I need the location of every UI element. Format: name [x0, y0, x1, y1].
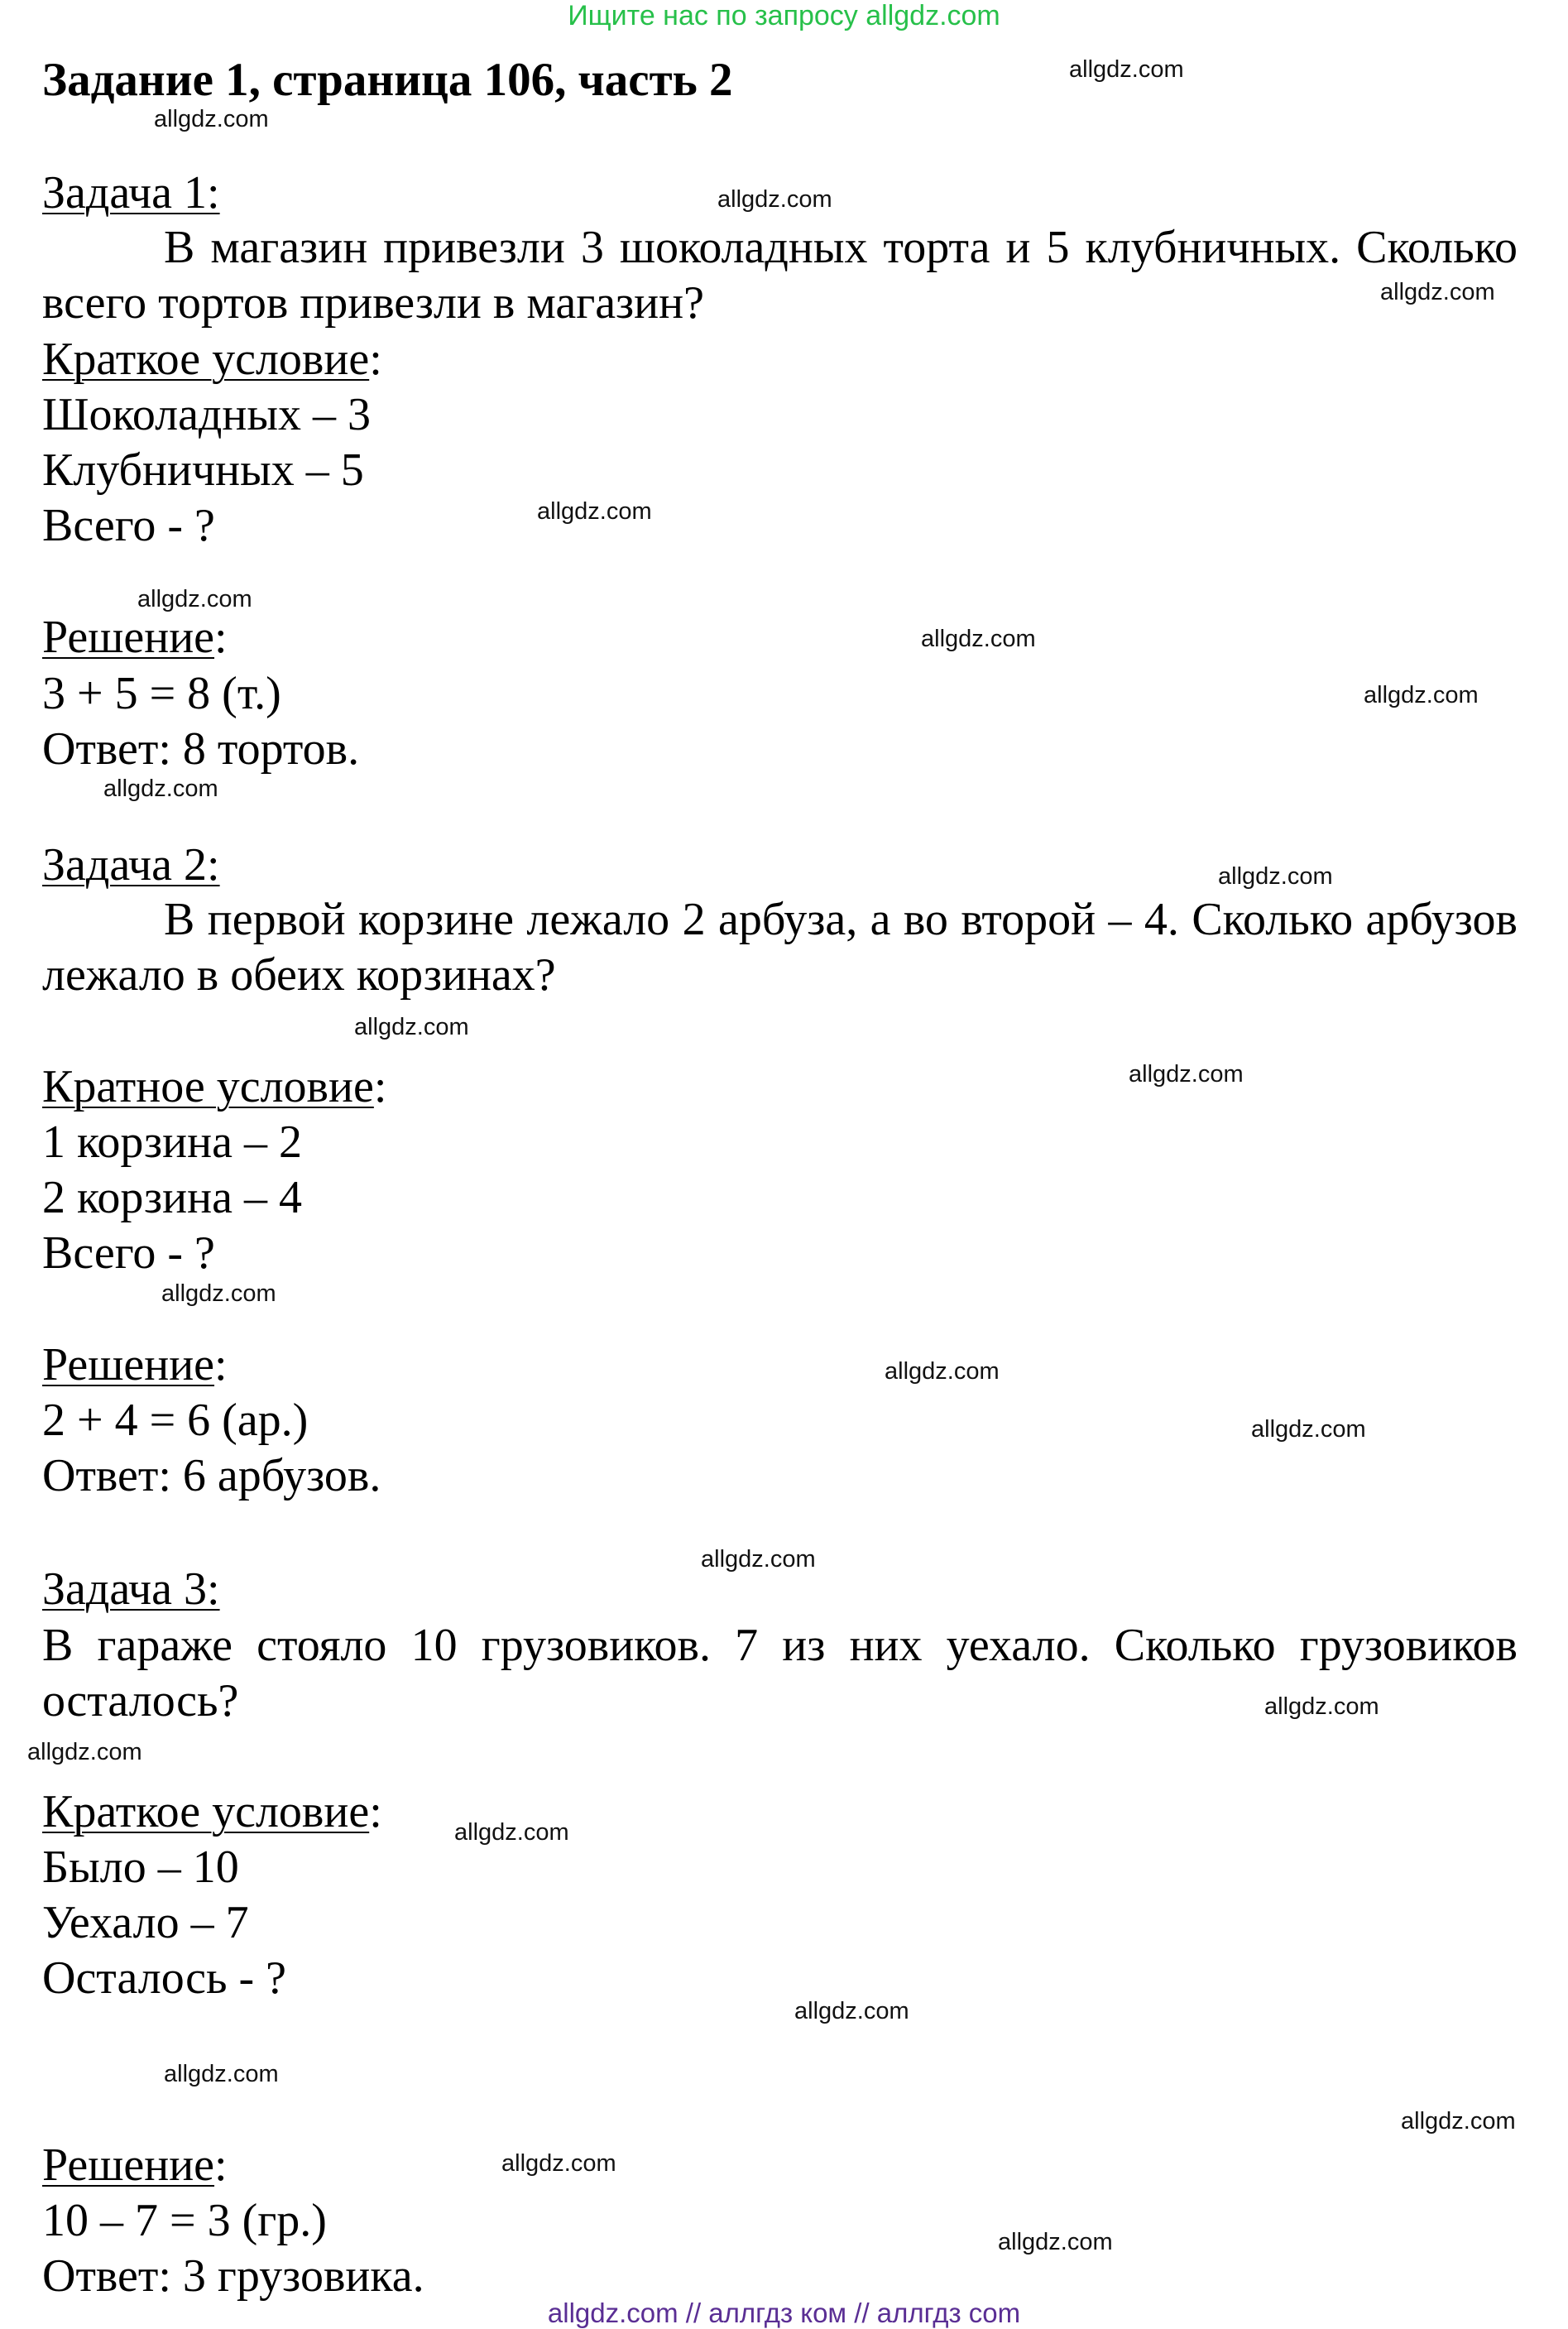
- task-2-condition-line-3: Всего - ?: [42, 1227, 215, 1279]
- task-2-condition-line-2: 2 корзина – 4: [42, 1172, 302, 1223]
- watermark: allgdz.com: [717, 186, 832, 213]
- solution-label-text: Решение: [42, 2139, 215, 2191]
- watermark: allgdz.com: [454, 1819, 569, 1846]
- condition-label-text: Краткое условие: [42, 1786, 370, 1837]
- watermark: allgdz.com: [154, 106, 269, 132]
- task-3-condition-line-2: Уехало – 7: [42, 1897, 249, 1948]
- task-1-condition-line-1: Шоколадных – 3: [42, 389, 372, 440]
- task-1-text: В магазин привезли 3 шоколадных торта и 5 клубничных. Сколько всего тортов привезли в магазин?: [42, 222, 1518, 329]
- watermark: allgdz.com: [1264, 1693, 1379, 1720]
- colon: :: [369, 1786, 382, 1837]
- task-1-heading: Задача 1:: [42, 167, 220, 218]
- colon: :: [214, 612, 228, 663]
- watermark: allgdz.com: [1129, 1061, 1244, 1088]
- task-2-condition-label: [42, 1059, 386, 1115]
- colon: :: [214, 2139, 228, 2191]
- task-3-solution-label: [42, 2138, 228, 2193]
- task-1-solution-label: [42, 610, 228, 665]
- solution-label-text: Решение: [42, 1339, 215, 1390]
- watermark: allgdz.com: [537, 498, 652, 525]
- watermark: allgdz.com: [1069, 56, 1184, 83]
- task-2-solution-label: [42, 1337, 228, 1393]
- watermark: allgdz.com: [161, 1280, 276, 1307]
- watermark: allgdz.com: [137, 586, 252, 612]
- watermark: allgdz.com: [1218, 863, 1333, 890]
- search-banner[interactable]: Ищите нас по запросу allgdz.com: [568, 0, 1000, 31]
- watermark: allgdz.com: [921, 626, 1036, 652]
- task-2-condition-line-1: 1 корзина – 2: [42, 1116, 302, 1168]
- footer-links[interactable]: allgdz.com // аллгдз ком // аллгдз com: [547, 2298, 1021, 2328]
- task-1-answer: Ответ: 8 тортов.: [42, 723, 360, 775]
- task-1-condition-line-2: Клубничных – 5: [42, 444, 364, 496]
- watermark: allgdz.com: [501, 2150, 616, 2177]
- task-3-text: В гараже стояло 10 грузовиков. 7 из них уехало. Сколько грузовиков осталось?: [42, 1620, 1518, 1726]
- task-3-condition-line-3: Осталось - ?: [42, 1952, 287, 2004]
- colon: :: [214, 1339, 228, 1390]
- watermark: allgdz.com: [1380, 279, 1495, 305]
- task-3-condition-label: [42, 1784, 382, 1840]
- watermark: allgdz.com: [164, 2061, 279, 2087]
- watermark: allgdz.com: [354, 1014, 469, 1040]
- task-3-answer: Ответ: 3 грузовика.: [42, 2250, 424, 2302]
- task-2-solution: 2 + 4 = 6 (ар.): [42, 1395, 309, 1446]
- condition-label-text: Краткое условие: [42, 334, 370, 385]
- watermark: allgdz.com: [885, 1358, 1000, 1385]
- watermark: allgdz.com: [1401, 2108, 1516, 2135]
- task-1-condition-line-3: Всего - ?: [42, 500, 215, 551]
- colon: :: [369, 334, 382, 385]
- condition-label-text: Кратное условие: [42, 1061, 374, 1112]
- colon: :: [373, 1061, 387, 1112]
- watermark: allgdz.com: [701, 1546, 816, 1573]
- watermark: allgdz.com: [1364, 682, 1479, 708]
- task-3-heading: Задача 3:: [42, 1563, 220, 1615]
- task-2-heading: Задача 2:: [42, 839, 220, 891]
- watermark: allgdz.com: [794, 1998, 909, 2024]
- task-3-condition-line-1: Было – 10: [42, 1842, 239, 1893]
- solution-label-text: Решение: [42, 612, 215, 663]
- watermark: allgdz.com: [27, 1739, 142, 1765]
- task-2-answer: Ответ: 6 арбузов.: [42, 1450, 381, 1501]
- page-title: Задание 1, страница 106, часть 2: [42, 54, 733, 106]
- task-2-text: В первой корзине лежало 2 арбуза, а во второй – 4. Сколько арбузов лежало в обеих корзинах?: [42, 894, 1518, 1001]
- task-1-solution: 3 + 5 = 8 (т.): [42, 668, 281, 719]
- watermark: allgdz.com: [998, 2229, 1113, 2255]
- watermark: allgdz.com: [1251, 1416, 1366, 1443]
- task-1-condition-label: [42, 332, 382, 387]
- task-3-solution: 10 – 7 = 3 (гр.): [42, 2195, 327, 2246]
- watermark: allgdz.com: [103, 776, 218, 802]
